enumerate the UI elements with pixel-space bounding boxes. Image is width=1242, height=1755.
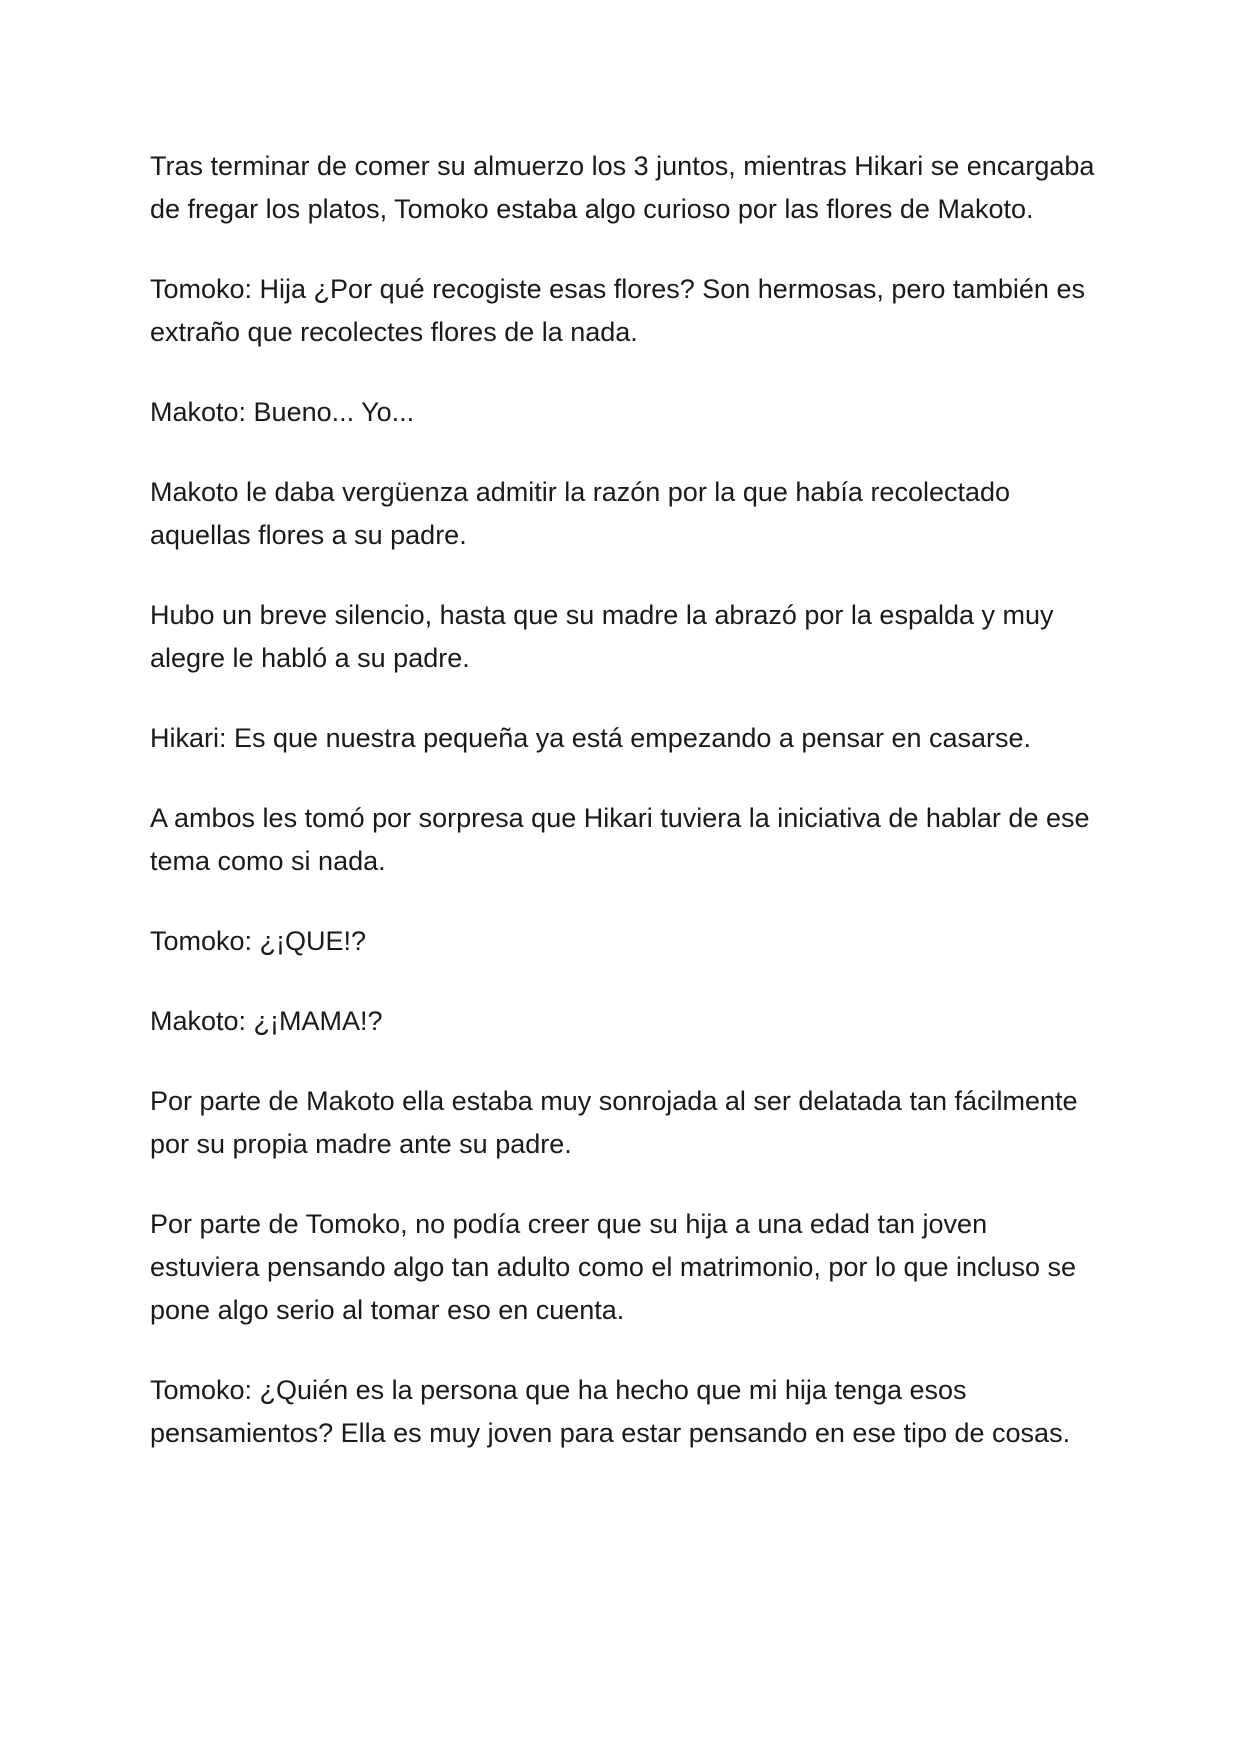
paragraph-narration-1: Tras terminar de comer su almuerzo los 3 juntos, mientras Hikari se encargaba de fregar los platos, Tomoko estaba algo curioso por las flores de Makoto.	[150, 151, 1095, 224]
paragraph-narration-4: A ambos les tomó por sorpresa que Hikari tuviera la iniciativa de hablar de ese tema como si nada.	[150, 803, 1090, 876]
paragraph-narration-3: Hubo un breve silencio, hasta que su madre la abrazó por la espalda y muy alegre le habló a su padre.	[150, 600, 1054, 673]
paragraph-narration-6: Por parte de Tomoko, no podía creer que su hija a una edad tan joven estuviera pensando algo tan adulto como el matrimonio, por lo que incluso se pone algo serio al tomar eso en cuenta.	[150, 1209, 1077, 1325]
paragraph-narration-2: Makoto le daba vergüenza admitir la razón por la que había recolectado aquellas flores a su padre.	[150, 477, 1011, 550]
paragraph-dialogue-hikari-1: Hikari: Es que nuestra pequeña ya está empezando a pensar en casarse.	[150, 723, 1032, 753]
paragraph-dialogue-tomoko-2: Tomoko: ¿¡QUE!?	[150, 926, 367, 956]
paragraph-dialogue-makoto-1: Makoto: Bueno... Yo...	[150, 397, 415, 427]
paragraph-dialogue-tomoko-3: Tomoko: ¿Quién es la persona que ha hecho que mi hija tenga esos pensamientos? Ella es muy joven para estar pensando en ese tipo de cosas.	[150, 1375, 1071, 1448]
paragraph-narration-5: Por parte de Makoto ella estaba muy sonrojada al ser delatada tan fácilmente por su propia madre ante su padre.	[150, 1086, 1078, 1159]
paragraph-dialogue-makoto-2: Makoto: ¿¡MAMA!?	[150, 1006, 383, 1036]
paragraph-dialogue-tomoko-1: Tomoko: Hija ¿Por qué recogiste esas flores? Son hermosas, pero también es extraño que recolectes flores de la nada.	[150, 274, 1085, 347]
